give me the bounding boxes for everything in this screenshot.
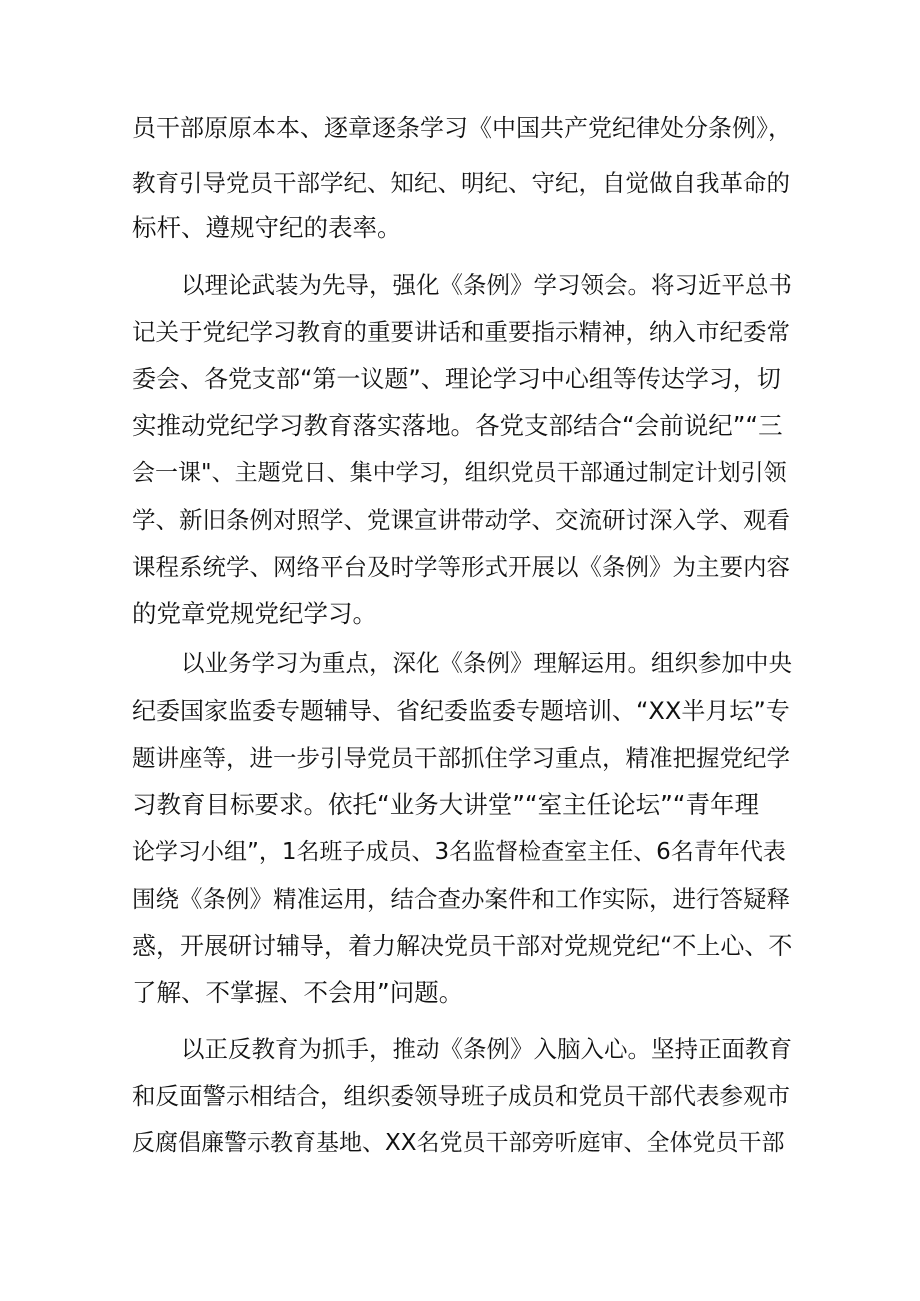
text-line: 委会、各党支部“第一议题”、理论学习中心组等传达学习，切	[132, 365, 781, 393]
text-line: 记关于党纪学习教育的重要讲话和重要指示精神，纳入市纪委常	[132, 318, 790, 346]
text-line: 反腐倡廉警示教育基地、XX名党员干部旁听庭审、全体党员干部	[132, 1130, 785, 1156]
text-line: 了解、不掌握、不会用”问题。	[132, 978, 464, 1007]
text-line: 习教育目标要求。依托“业务大讲堂”“室主任论坛”“青年理	[132, 790, 759, 819]
text-line: 标杆、遵规守纪的表率。	[132, 213, 402, 242]
text-line: 围绕《条例》精准运用，结合查办案件和工作实际，进行答疑释	[132, 885, 790, 913]
text-line: 和反面警示相结合，组织委领导班子成员和党员干部代表参观市	[132, 1082, 790, 1110]
text-line: 题讲座等，进一步引导党员干部抓住学习重点，精准把握党纪学	[132, 744, 790, 772]
text-line: 纪委国家监委专题辅导、省纪委监委专题培训、“XX半月坛”专	[132, 697, 790, 725]
text-line: 会一课"、主题党日、集中学习，组织党员干部通过制定计划引领	[132, 460, 787, 486]
paragraph-heading-line: 以业务学习为重点，深化《条例》理解运用。组织参加中央	[181, 649, 792, 677]
paragraph-heading-line: 以理论武装为先导，强化《条例》学习领会。将习近平总书	[181, 271, 792, 299]
paragraph-heading-line: 以正反教育为抓手，推动《条例》入脑入心。坚持正面教育	[181, 1035, 792, 1063]
text-line: 学、新旧条例对照学、党课宣讲带动学、交流研讨深入学、观看	[132, 506, 790, 534]
text-line: 实推动党纪学习教育落实落地。各党支部结合“会前说纪”“三	[132, 411, 783, 440]
text-line: 课程系统学、网络平台及时学等形式开展以《条例》为主要内容	[132, 553, 790, 581]
text-line: 惑，开展研讨辅导，着力解决党员干部对党规党纪“不上心、不	[132, 932, 793, 960]
text-line: 教育引导党员干部学纪、知纪、明纪、守纪，自觉做自我革命的	[132, 169, 790, 197]
text-line: 论学习小组”，1名班子成员、3名监督检查室主任、6名青年代表	[132, 839, 786, 865]
text-line: 员干部原原本本、逐章逐条学习《中国共产党纪律处分条例》，	[132, 114, 792, 142]
text-line: 的党章党规党纪学习。	[132, 599, 377, 628]
